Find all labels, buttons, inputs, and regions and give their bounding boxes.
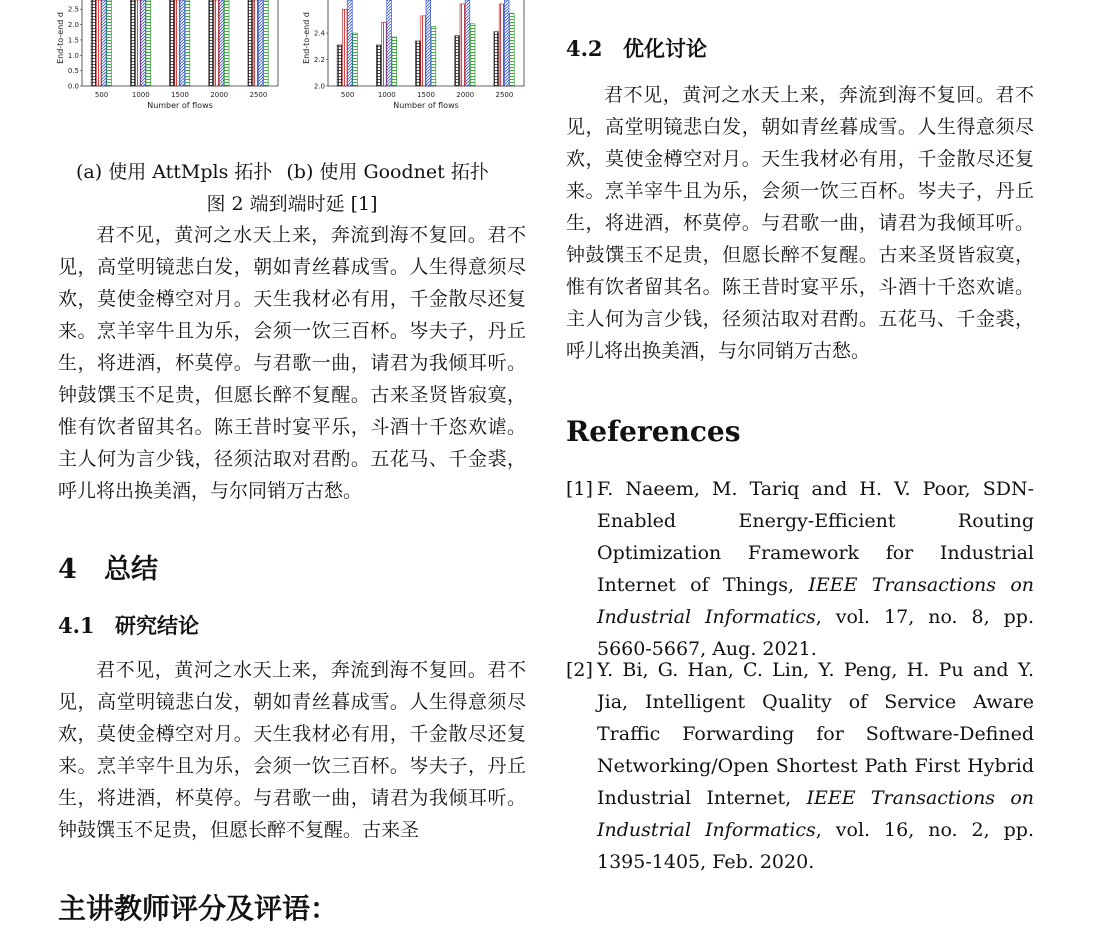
bar — [224, 0, 229, 86]
bar — [96, 0, 101, 86]
bar — [175, 0, 180, 86]
bar — [136, 0, 141, 86]
bar — [416, 41, 421, 86]
figure-2 — [58, 0, 526, 220]
y-tick-label: 1.0 — [67, 51, 79, 60]
reference-journal: IEEE Transactions on Industrial Informatics — [597, 574, 1034, 628]
reference-journal: IEEE Transactions on Industrial Informatics — [597, 787, 1034, 841]
y-axis-label: End-to-end d — [302, 12, 311, 64]
bar — [264, 0, 269, 86]
y-tick-label: 0.5 — [67, 67, 79, 76]
x-tick-label: 2000 — [456, 91, 475, 99]
bar — [209, 0, 214, 86]
x-tick-label: 500 — [340, 91, 355, 99]
bar — [185, 0, 190, 86]
x-tick-label: 2500 — [495, 91, 514, 99]
bar — [431, 26, 436, 86]
y-tick-label: 2.0 — [313, 82, 325, 91]
x-tick-label: 1500 — [417, 91, 435, 99]
y-tick-label: 2.5 — [67, 5, 79, 14]
bar — [499, 4, 504, 86]
bar — [510, 13, 515, 86]
subcaption-a: (a) 使用 AttMpls 拓扑 — [76, 161, 273, 183]
bar — [342, 9, 347, 86]
bar — [426, 0, 431, 86]
section-title: 总结 — [104, 554, 158, 585]
bar — [146, 0, 151, 86]
section-4-2-heading — [566, 33, 707, 63]
chart-goodnet — [304, 0, 534, 118]
bar — [170, 0, 175, 86]
bar — [460, 4, 465, 86]
subcaption-b: (b) 使用 Goodnet 拓扑 — [286, 161, 489, 183]
reference-details: , vol. 16, no. 2, pp. 1395-1405, Feb. 2020. — [597, 819, 1034, 873]
bar — [141, 0, 146, 86]
x-axis-label: Number of flows — [393, 101, 459, 110]
x-tick-label: 1000 — [131, 91, 150, 99]
bar — [382, 22, 387, 86]
reference-label: [1] — [566, 478, 593, 500]
bar — [91, 0, 96, 86]
chart-attmpls — [58, 0, 288, 118]
bar — [465, 0, 470, 86]
bar — [353, 33, 358, 86]
bar — [455, 36, 460, 86]
bar — [387, 0, 392, 86]
y-tick-label: 0.0 — [67, 82, 79, 91]
reference-details: , vol. 17, no. 8, pp. 5660-5667, Aug. 2021. — [597, 606, 1034, 660]
reference-authors: F. Naeem, M. Tariq and H. V. Poor, SDN-Enabled Energy-Efficient Routing Optimization Framework for Industrial Internet of Things, — [597, 478, 1034, 596]
x-tick-label: 1000 — [377, 91, 396, 99]
bar — [504, 0, 509, 86]
paragraph-2: 君不见，黄河之水天上来，奔流到海不复回。君不见，高堂明镜悲白发，朝如青丝暮成雪。人生得意须尽欢，莫使金樽空对月。天生我材必有用，千金散尽还复来。烹羊宰牛且为乐，会须一饮三百杯。岑夫子，丹丘生，将进酒，杯莫停。与君歌一曲，请君为我倾耳听。钟鼓馔玉不足贵，但愿长醉不复醒。古来圣 — [58, 659, 526, 841]
y-tick-label: 2.2 — [313, 56, 325, 65]
bar — [392, 37, 397, 86]
bar — [219, 0, 224, 86]
x-axis-label: Number of flows — [147, 101, 213, 110]
bar — [180, 0, 185, 86]
paragraph-1: 君不见，黄河之水天上来，奔流到海不复回。君不见，高堂明镜悲白发，朝如青丝暮成雪。人生得意须尽欢，莫使金樽空对月。天生我材必有用，千金散尽还复来。烹羊宰牛且为乐，会须一饮三百杯。岑夫子，丹丘生，将进酒，杯莫停。与君歌一曲，请君为我倾耳听。钟鼓馔玉不足贵，但愿长醉不复醒。古来圣贤皆寂寞，惟有饮者留其名。陈王昔时宴平乐，斗酒十千恣欢谑。主人何为言少钱，径须沽取对君酌。五花马、千金裘，呼儿将出换美酒，与尔同销万古愁。 — [58, 224, 526, 502]
y-tick-label: 2.0 — [67, 21, 79, 30]
x-tick-label: 2000 — [210, 91, 229, 99]
x-tick-label: 1500 — [171, 91, 189, 99]
bar — [337, 45, 342, 86]
section-4-heading — [58, 547, 158, 586]
bar — [470, 24, 475, 86]
section-title: 优化讨论 — [623, 36, 707, 61]
bar — [107, 0, 112, 86]
bar — [376, 45, 381, 86]
y-tick-label: 2.4 — [313, 29, 325, 38]
x-tick-label: 2500 — [249, 91, 268, 99]
reference-body — [597, 654, 1034, 878]
bar — [348, 0, 353, 86]
x-tick-label: 500 — [94, 91, 109, 99]
evaluation-heading: 主讲教师评分及评语： — [58, 892, 339, 925]
bar — [421, 16, 426, 86]
references-heading: References — [566, 415, 741, 448]
bar — [258, 0, 263, 86]
subcaptions — [76, 157, 489, 184]
section-number: 4.1 — [58, 613, 95, 638]
bar — [248, 0, 253, 86]
y-tick-label: 1.5 — [67, 36, 79, 45]
section-number: 4 — [58, 554, 77, 585]
section-4-1-heading — [58, 610, 199, 640]
figure-caption: 图 2 端到端时延 [1] — [206, 193, 378, 215]
reference-body — [597, 473, 1034, 665]
reference-1 — [566, 473, 1034, 665]
bar — [130, 0, 135, 86]
reference-2 — [566, 654, 1034, 878]
section-title: 研究结论 — [115, 613, 199, 638]
section-number: 4.2 — [566, 36, 603, 61]
reference-label: [2] — [566, 659, 593, 681]
paragraph-3: 君不见，黄河之水天上来，奔流到海不复回。君不见，高堂明镜悲白发，朝如青丝暮成雪。人生得意须尽欢，莫使金樽空对月。天生我材必有用，千金散尽还复来。烹羊宰牛且为乐，会须一饮三百杯。岑夫子，丹丘生，将进酒，杯莫停。与君歌一曲，请君为我倾耳听。钟鼓馔玉不足贵，但愿长醉不复醒。古来圣贤皆寂寞，惟有饮者留其名。陈王昔时宴平乐，斗酒十千恣欢谑。主人何为言少钱，径须沽取对君酌。五花马、千金裘，呼儿将出换美酒，与尔同销万古愁。 — [566, 84, 1034, 362]
reference-authors: Y. Bi, G. Han, C. Lin, Y. Peng, H. Pu and Y. Jia, Intelligent Quality of Service Aware Traffic Forwarding for Software-Defined Networking/Open Shortest Path First Hybrid Industrial Internet, — [597, 659, 1034, 809]
bar — [494, 32, 499, 86]
bar — [102, 0, 107, 86]
bar — [253, 0, 258, 86]
bar — [214, 0, 219, 86]
y-axis-label: End-to-end d — [56, 12, 65, 64]
